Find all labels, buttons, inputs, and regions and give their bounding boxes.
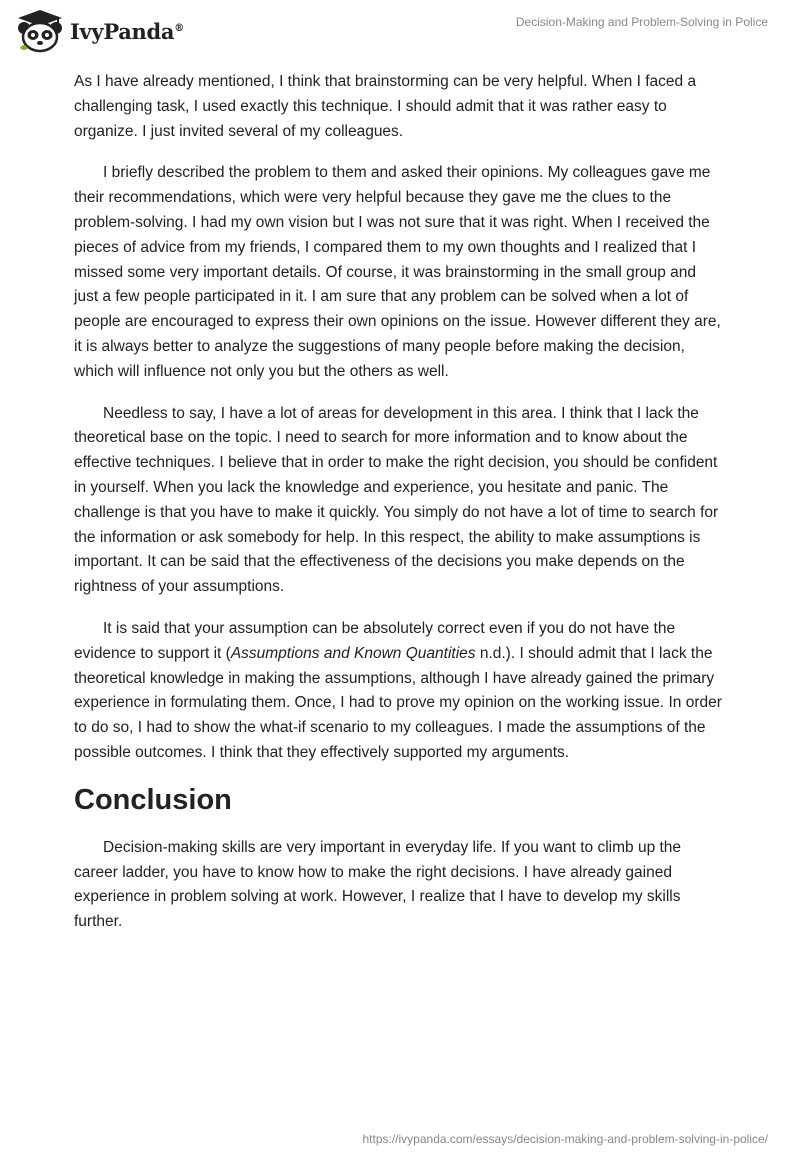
logo[interactable] [14,8,184,54]
page-header [0,0,800,62]
paragraph-1: As I have already mentioned, I think that brainstorming can be very helpful. When I faced a challenging task, I used exactly this technique. I should admit that it was rather easy to organize. I just invited several of my colleagues. [74,73,697,140]
panda-logo-icon [14,8,66,54]
document-title: Decision-Making and Problem-Solving in Police [515,15,768,29]
paragraph-2: I briefly described the problem to them and asked their opinions. My colleagues gave me their recommendations, which were very helpful because they gave me the clues to the problem-solving. I had my own vision but I was not sure that it was right. When I received the pieces of advice from my friends, I compared them to my own thoughts and I realized that I missed some very important details. Of course, it was brainstorming in the small group and just a few people participated in it. I am sure that any problem can be solved when a lot of people are encouraged to express their own opinions on the issue. However different they are, it is always better to analyze the suggestions of many people before making the decision, which will influence not only you but the others as well. [74,164,721,380]
citation-title: Assumptions and Known Quantities [230,644,476,662]
brand-name: IvyPanda® [70,18,184,44]
paragraph-5: Decision-making skills are very important in everyday life. If you want to climb up the career ladder, you have to know how to make the right decisions. I have already gained experience in problem solving at work. However, I realize that I have to develop my skills further. [74,838,682,931]
footer-url[interactable]: https://ivypanda.com/essays/decision-making-and-problem-solving-in-police/ [362,1132,768,1146]
essay-content [74,70,724,952]
paragraph-3: Needless to say, I have a lot of areas for development in this area. I think that I lack the theoretical base on the topic. I need to search for more information and to know about the effective techniques. I believe that in order to make the right decision, you should be confident in yourself. When you lack the knowledge and experience, you hesitate and panic. The challenge is that you have to make it quickly. You simply do not have a lot of time to search for the information or ask somebody for help. In this respect, the ability to make assumptions is important. It can be said that the effectiveness of the decisions you make depends on the rightness of your assumptions. [74,404,719,596]
conclusion-heading: Conclusion [74,783,232,816]
paragraph-4: It is said that your assumption can be absolutely correct even if you do not have the evidence to support it (Assumptions and Known Quantities n.d.). I should admit that I lack the theoretical knowledge in making the assumptions, although I have already gained the primary experience in formulating them. Once, I had to prove my opinion on the working issue. In order to do so, I had to show the what-if scenario to my colleagues. I made the assumptions of the possible outcomes. I think that they effectively supported my arguments. [74,619,722,761]
